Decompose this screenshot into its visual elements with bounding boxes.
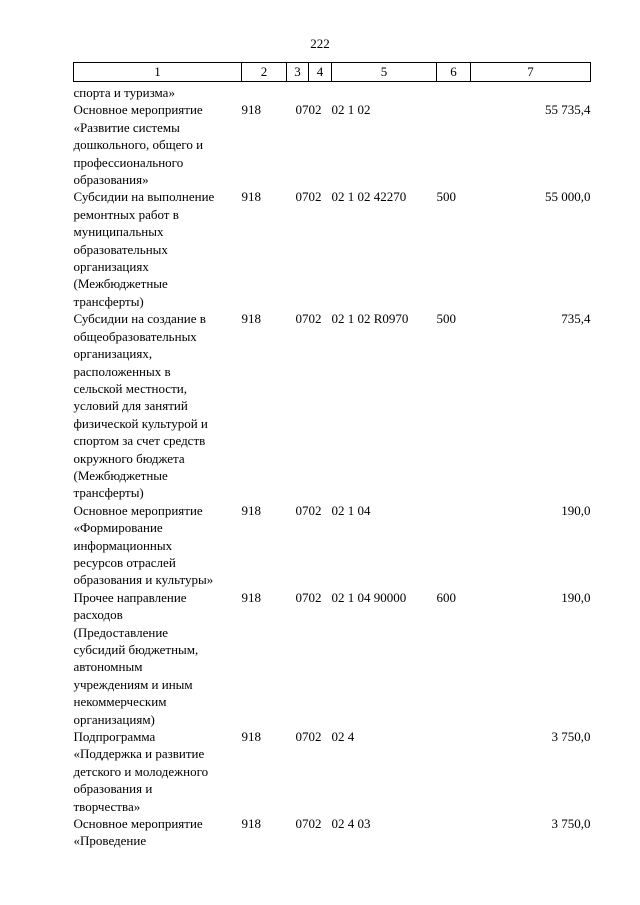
target-article-cell: 02 4 03 — [331, 816, 371, 832]
expense-type-cell: 500 — [436, 311, 456, 327]
row-name-cell — [74, 502, 242, 589]
row-name-line: (Межбюджетные — [73, 276, 168, 292]
budget-table — [73, 62, 591, 850]
row-name-cell — [74, 589, 242, 728]
continuation-text: спорта и туризма» — [73, 85, 175, 100]
subsection-code-cell: 02 — [308, 589, 322, 605]
row-name-line: ремонтных работ в — [73, 206, 179, 222]
row-name-line: муниципальных — [73, 224, 164, 240]
subsection-code-cell: 02 — [308, 816, 322, 832]
table-row — [74, 188, 591, 310]
row-name-line: творчества» — [73, 798, 141, 814]
section-code-cell: 07 — [295, 102, 309, 118]
row-name-line: Основное мероприятие — [73, 502, 203, 518]
department-code-cell: 918 — [241, 102, 261, 118]
amount-cell: 190,0 — [561, 502, 591, 518]
amount-cell: 3 750,0 — [551, 816, 591, 832]
row-name-line: сельской местности, — [73, 380, 187, 396]
subsection-code-cell: 02 — [308, 102, 322, 118]
row-name-line: образования» — [73, 172, 149, 188]
row-name-cell — [74, 101, 242, 188]
row-name-line: информационных — [73, 537, 173, 553]
row-name-line: расходов — [73, 607, 123, 623]
amount-cell: 190,0 — [561, 589, 591, 605]
department-code-cell: 918 — [241, 311, 261, 327]
department-code-cell: 918 — [241, 729, 261, 745]
amount-cell: 55 735,4 — [545, 102, 591, 118]
row-name-line: трансферты) — [73, 485, 144, 501]
expense-type-cell — [437, 815, 471, 850]
row-name-line: дошкольного, общего и — [73, 137, 204, 153]
column-header: 2 — [242, 63, 287, 82]
row-name-line: общеобразовательных — [73, 328, 197, 344]
row-name-line: Основное мероприятие — [73, 102, 203, 118]
section-code-cell: 07 — [295, 816, 309, 832]
target-article-cell: 02 4 — [331, 729, 355, 745]
row-name-line: организациям) — [73, 711, 155, 727]
column-header: 7 — [471, 63, 591, 82]
expense-type-cell: 600 — [436, 589, 456, 605]
target-article-cell: 02 1 02 42270 — [331, 189, 407, 205]
row-name-line: Прочее направление — [73, 589, 187, 605]
row-name-cell — [74, 815, 242, 850]
target-article-cell: 02 1 02 — [331, 102, 371, 118]
row-name-line: организациях — [73, 259, 149, 275]
row-name-cell — [74, 188, 242, 310]
row-name-line: «Формирование — [73, 520, 163, 536]
row-name-line: (Межбюджетные — [73, 467, 168, 483]
row-name-line: профессионального — [73, 154, 184, 170]
row-name-cell — [74, 310, 242, 501]
row-name-line: образования и культуры» — [73, 572, 214, 588]
section-code-cell: 07 — [295, 502, 309, 518]
expense-type-cell — [437, 728, 471, 815]
row-name-line: (Предоставление — [73, 624, 169, 640]
table-row — [74, 815, 591, 850]
department-code-cell: 918 — [241, 189, 261, 205]
amount-cell: 55 000,0 — [545, 189, 591, 205]
section-code-cell: 07 — [295, 311, 309, 327]
row-name-line: окружного бюджета — [73, 450, 185, 466]
table-row — [74, 728, 591, 815]
row-name-line: «Поддержка и развитие — [73, 746, 205, 762]
row-name-line: Субсидии на выполнение — [73, 189, 215, 205]
page-number: 222 — [310, 36, 330, 51]
column-header: 1 — [74, 63, 242, 82]
amount-cell: 3 750,0 — [551, 729, 591, 745]
row-name-line: организациях, — [73, 346, 153, 362]
row-name-line: учреждениям и иным — [73, 676, 193, 692]
row-name-line: «Проведение — [73, 833, 147, 849]
subsection-code-cell: 02 — [308, 502, 322, 518]
amount-cell: 735,4 — [561, 311, 591, 327]
section-code-cell: 07 — [295, 729, 309, 745]
column-header: 3 — [287, 63, 309, 82]
row-name-line: условий для занятий — [73, 398, 188, 414]
row-name-line: автономным — [73, 659, 143, 675]
table-body — [74, 82, 591, 850]
row-name-line: ресурсов отраслей — [73, 554, 176, 570]
row-name-line: спортом за счет средств — [73, 433, 206, 449]
expense-type-cell — [437, 502, 471, 589]
subsection-code-cell: 02 — [308, 729, 322, 745]
row-name-cell — [74, 728, 242, 815]
department-code-cell: 918 — [241, 502, 261, 518]
subsection-code-cell: 02 — [308, 189, 322, 205]
row-name-line: детского и молодежного — [73, 763, 209, 779]
row-name-line: образовательных — [73, 241, 168, 257]
row-name-line: физической культурой и — [73, 415, 208, 431]
row-name-line: образования и — [73, 781, 153, 797]
section-code-cell: 07 — [295, 589, 309, 605]
row-name-line: Подпрограмма — [73, 729, 156, 745]
row-name-line: трансферты) — [73, 293, 144, 309]
row-name-line: некоммерческим — [73, 694, 167, 710]
target-article-cell: 02 1 02 R0970 — [331, 311, 409, 327]
row-name-line: расположенных в — [73, 363, 171, 379]
section-code-cell: 07 — [295, 189, 309, 205]
row-name-line: субсидий бюджетным, — [73, 642, 199, 657]
target-article-cell: 02 1 04 — [331, 502, 371, 518]
table-row — [74, 502, 591, 589]
column-header: 4 — [309, 63, 332, 82]
row-name-line: Основное мероприятие — [73, 816, 203, 832]
subsection-code-cell: 02 — [308, 311, 322, 327]
table-row — [74, 101, 591, 188]
column-header: 6 — [437, 63, 471, 82]
expense-type-cell — [437, 101, 471, 188]
department-code-cell: 918 — [241, 816, 261, 832]
table-header-row — [74, 63, 591, 82]
continuation-row — [74, 82, 591, 102]
department-code-cell: 918 — [241, 589, 261, 605]
expense-type-cell: 500 — [436, 189, 456, 205]
table-row — [74, 310, 591, 501]
target-article-cell: 02 1 04 90000 — [331, 589, 407, 605]
table-row — [74, 589, 591, 728]
row-name-line: «Развитие системы — [73, 119, 180, 135]
row-name-line: Субсидии на создание в — [73, 311, 206, 327]
column-header: 5 — [332, 63, 437, 82]
